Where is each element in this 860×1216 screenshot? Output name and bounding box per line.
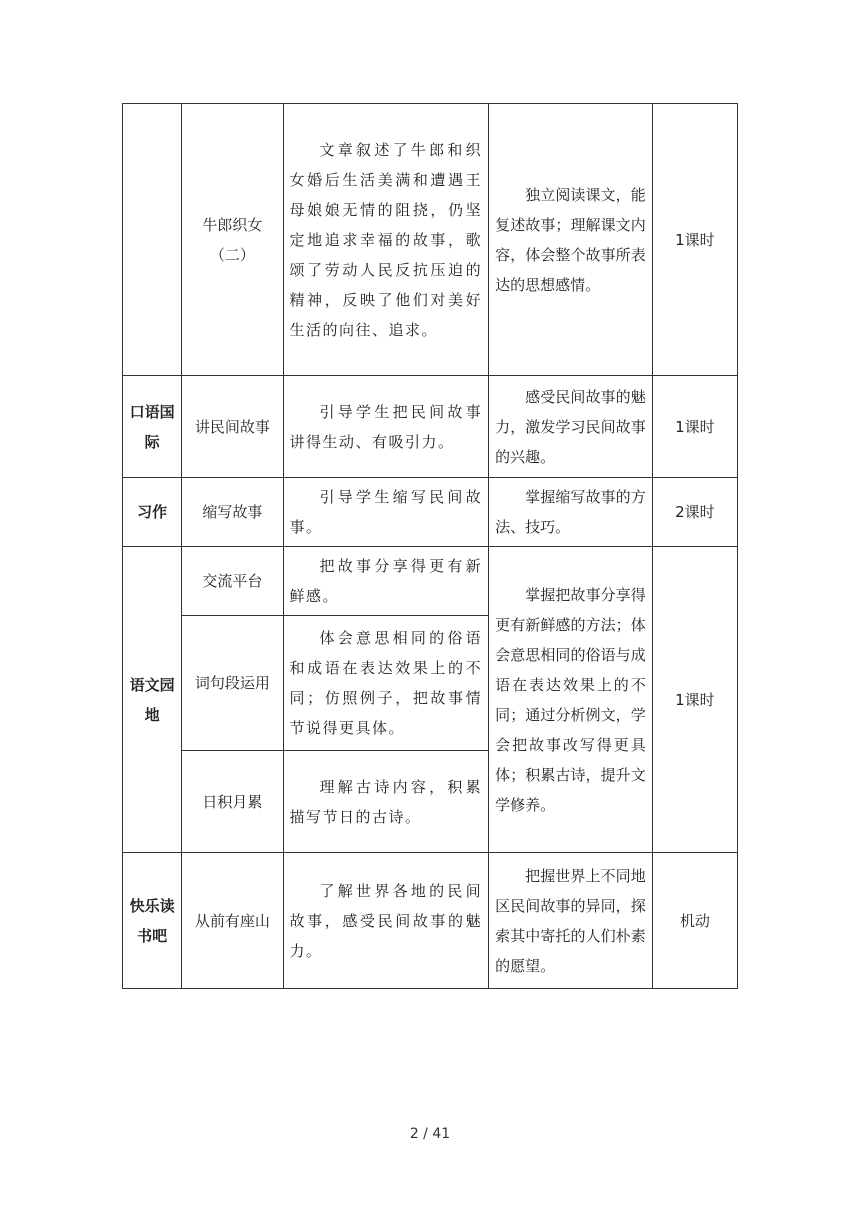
content-text: 体会意思相同的俗语和成语在表达效果上的不同；仿照例子，把故事情节说得更具体。 xyxy=(289,629,483,737)
lesson-title-cell xyxy=(182,104,283,376)
hours-cell: 1课时 xyxy=(652,376,737,478)
goal-cell xyxy=(489,478,653,547)
goal-text: 掌握缩写故事的方法、技巧。 xyxy=(495,488,646,536)
section-cell: 口语国际 xyxy=(123,376,182,478)
goal-text: 掌握把故事分享得更有新鲜感的方法；体会意思相同的俗语与成语在表达效果上的不同；通过分析例文，学会把故事改写得更具体；积累古诗，提升文学修养。 xyxy=(495,585,646,814)
goal-cell xyxy=(489,547,653,853)
table-row xyxy=(123,376,738,478)
section-cell: 语文园地 xyxy=(123,547,182,853)
content-text: 理解古诗内容，积累描写节日的古诗。 xyxy=(289,777,483,826)
goal-cell xyxy=(489,104,653,376)
lesson-title-cell: 讲民间故事 xyxy=(182,376,283,478)
lesson-title-cell: 从前有座山 xyxy=(182,853,283,989)
content-cell xyxy=(283,853,489,989)
content-cell xyxy=(283,376,489,478)
lesson-title-cell: 日积月累 xyxy=(182,751,283,853)
hours-cell: 1课时 xyxy=(652,547,737,853)
content-cell xyxy=(283,751,489,853)
content-cell xyxy=(283,616,489,751)
lesson-subtitle: （二） xyxy=(209,245,255,264)
content-cell xyxy=(283,547,489,616)
table-row xyxy=(123,853,738,989)
content-text: 引导学生把民间故事讲得生动、有吸引力。 xyxy=(289,402,483,451)
goal-cell xyxy=(489,853,653,989)
goal-text: 独立阅读课文，能复述故事；理解课文内容，体会整个故事所表达的思想感情。 xyxy=(495,185,646,294)
lesson-plan-table xyxy=(122,103,738,989)
content-text: 文章叙述了牛郎和织女婚后生活美满和遭遇王母娘娘无情的阻挠，仍坚定地追求幸福的故事，歌颂了劳动人民反抗压迫的精神，反映了他们对美好生活的向往、追求。 xyxy=(289,140,483,339)
content-text: 引导学生缩写民间故事。 xyxy=(289,488,483,536)
lesson-title-cell: 缩写故事 xyxy=(182,478,283,547)
section-cell: 习作 xyxy=(123,478,182,547)
section-cell xyxy=(123,104,182,376)
goal-cell xyxy=(489,376,653,478)
hours-cell: 1课时 xyxy=(652,104,737,376)
content-text: 了解世界各地的民间故事，感受民间故事的魅力。 xyxy=(289,881,483,960)
page-number: 2 / 41 xyxy=(409,1126,451,1142)
hours-cell: 机动 xyxy=(652,853,737,989)
lesson-title: 牛郎织女 xyxy=(202,215,263,234)
table-row xyxy=(123,478,738,547)
goal-text: 把握世界上不同地区民间故事的异同，探索其中寄托的人们朴素的愿望。 xyxy=(495,866,646,975)
section-cell: 快乐读书吧 xyxy=(123,853,182,989)
content-text: 把故事分享得更有新鲜感。 xyxy=(289,557,483,605)
lesson-title-cell: 词句段运用 xyxy=(182,616,283,751)
goal-text: 感受民间故事的魅力，激发学习民间故事的兴趣。 xyxy=(495,387,646,466)
table-row xyxy=(123,547,738,616)
table-row xyxy=(123,104,738,376)
content-cell xyxy=(283,478,489,547)
hours-cell: 2课时 xyxy=(652,478,737,547)
lesson-title-cell: 交流平台 xyxy=(182,547,283,616)
content-cell xyxy=(283,104,489,376)
